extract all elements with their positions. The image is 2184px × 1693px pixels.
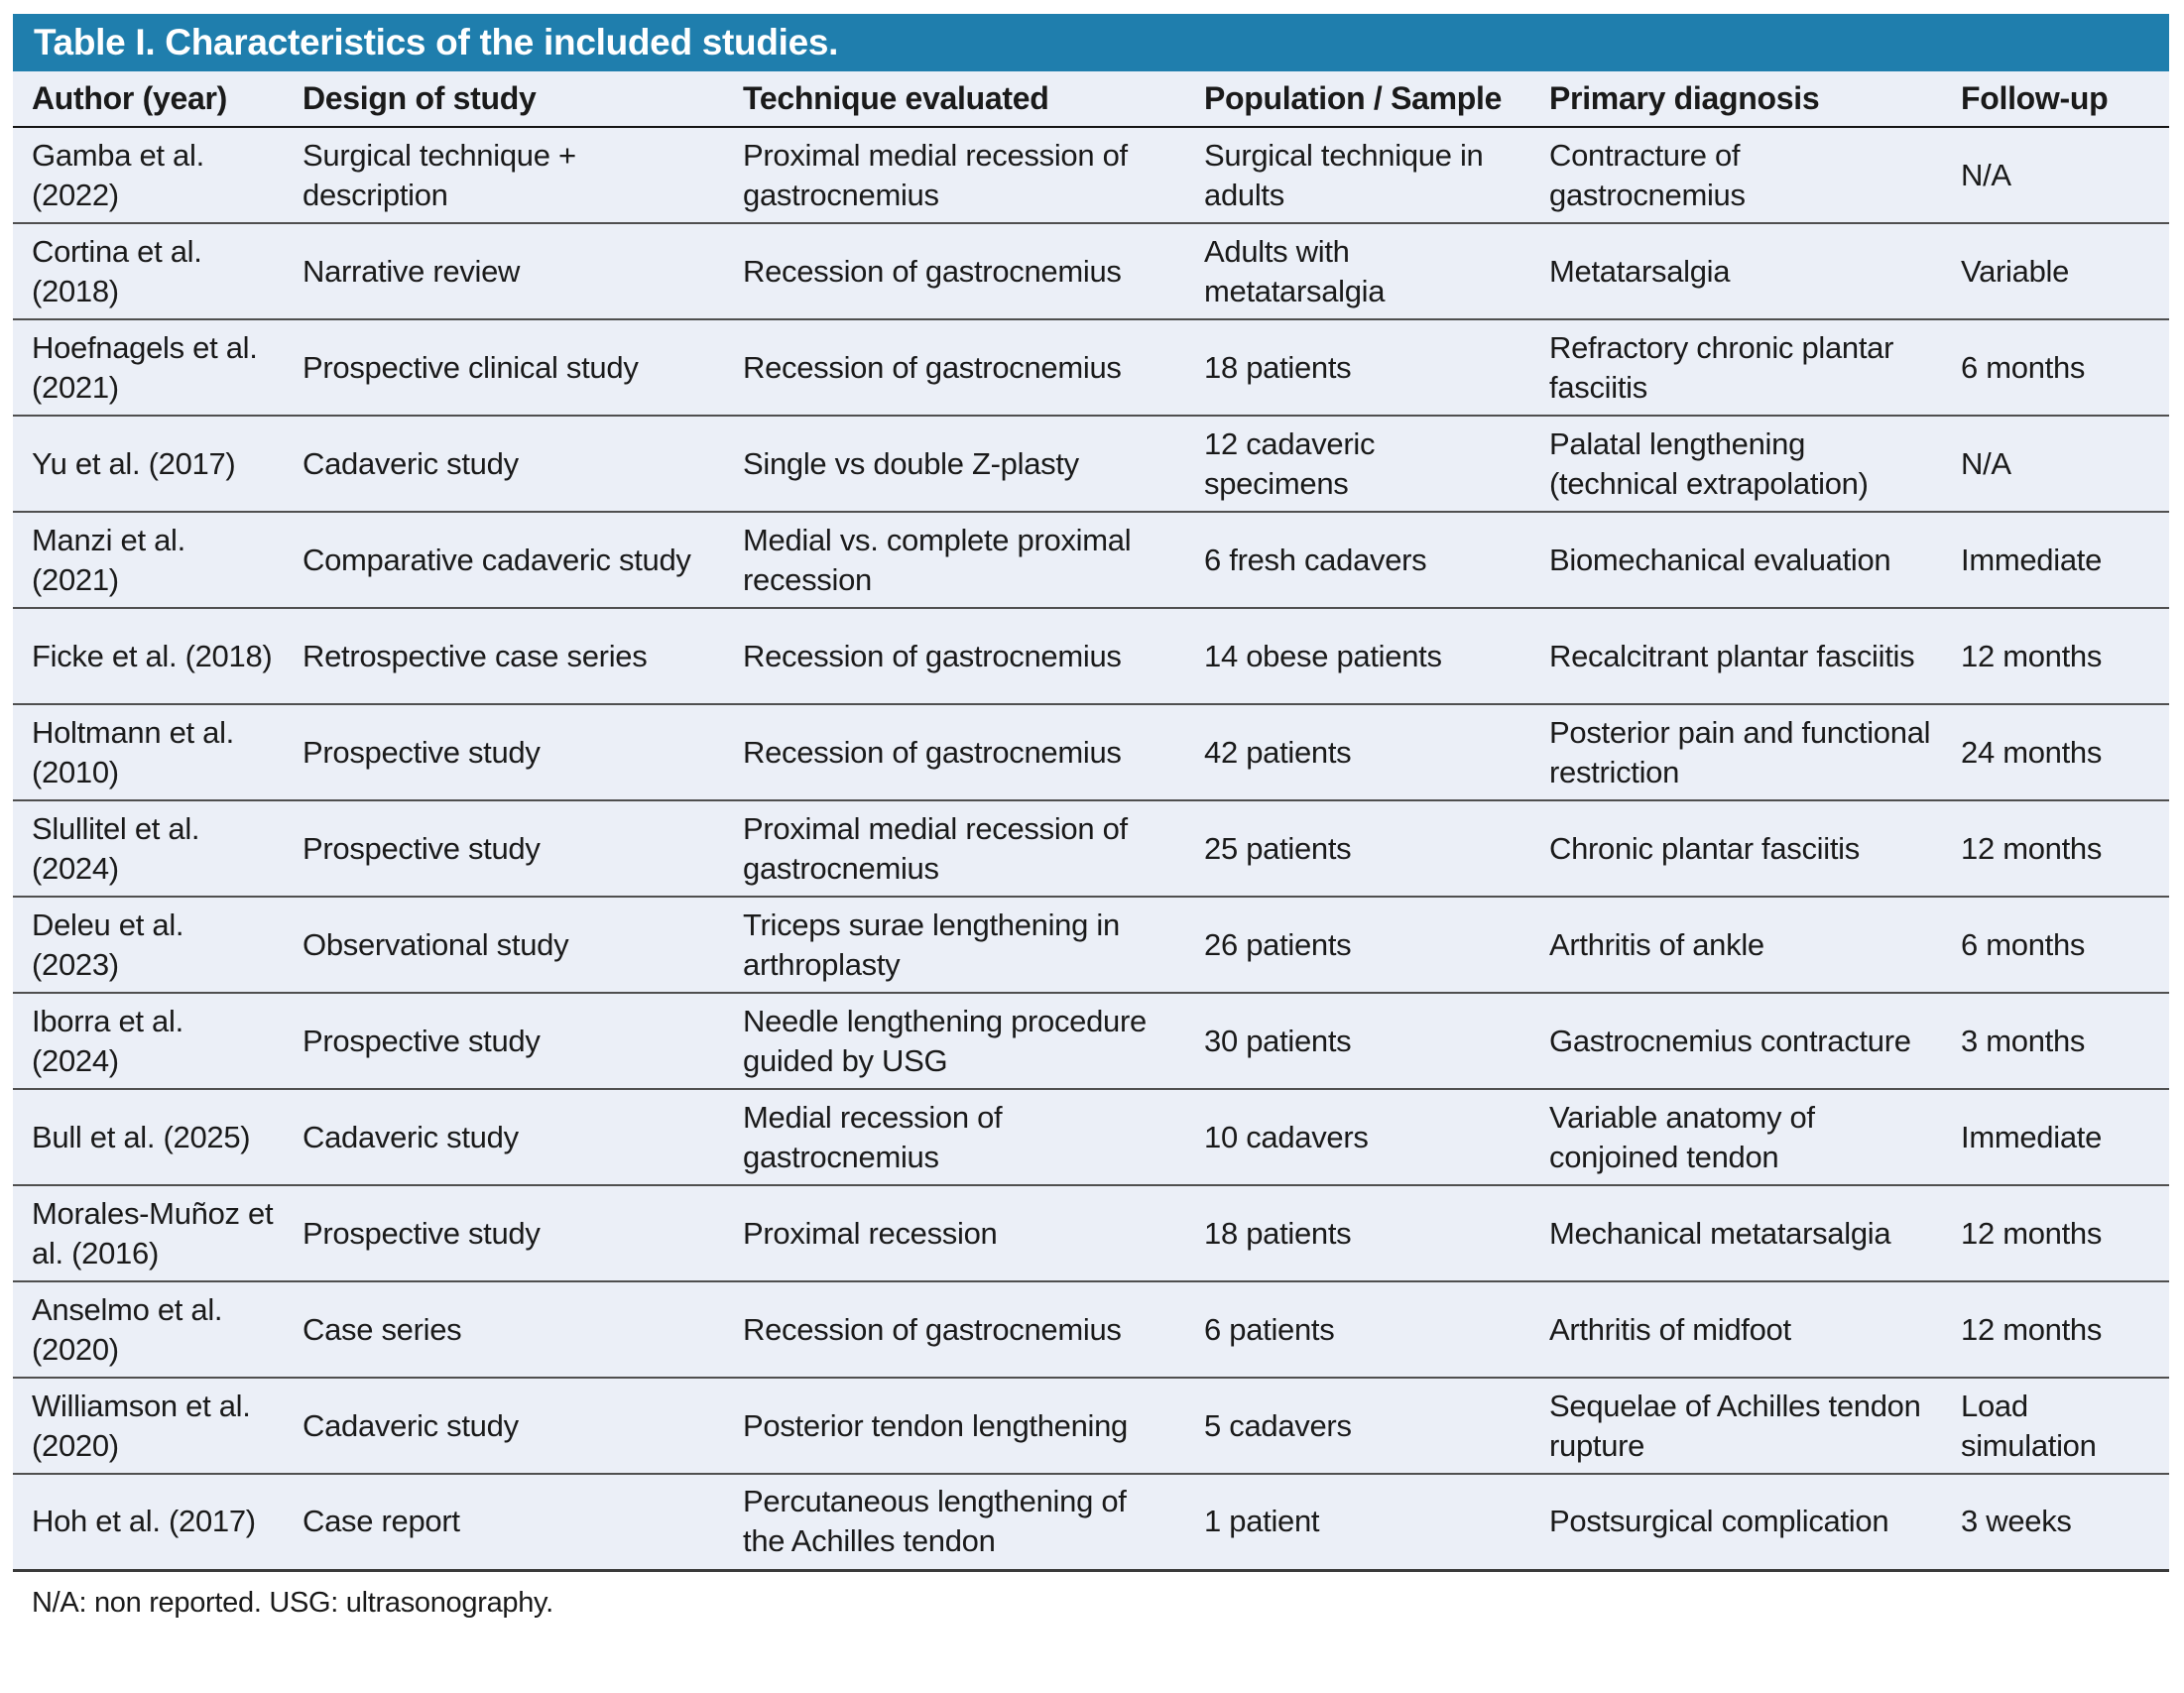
cell-population-sample: Adults with metatarsalgia	[1185, 223, 1530, 319]
cell-follow-up: Load simulation	[1942, 1378, 2169, 1474]
cell-technique-evaluated: Single vs double Z-plasty	[724, 416, 1185, 512]
cell-population-sample: Surgical technique in adults	[1204, 137, 1484, 212]
cell-primary-diagnosis: Mechanical metatarsalgia	[1530, 1185, 1942, 1281]
column-header-primary-diagnosis: Primary diagnosis	[1530, 71, 1942, 127]
cell-technique-evaluated: Recession of gastrocnemius	[724, 319, 1185, 416]
cell-primary-diagnosis: Arthritis of ankle	[1530, 897, 1942, 993]
cell-technique-evaluated: Recession of gastrocnemius	[724, 223, 1185, 319]
cell-population-sample: 26 patients	[1185, 897, 1530, 993]
cell-follow-up: 12 months	[1942, 1185, 2169, 1281]
cell-population-sample: 10 cadavers	[1185, 1089, 1530, 1185]
cell-population-sample: 1 patient	[1185, 1474, 1530, 1570]
cell-technique-evaluated: Recession of gastrocnemius	[724, 1281, 1185, 1378]
studies-table	[13, 71, 2169, 1572]
cell-design-of-study: Case series	[284, 1281, 724, 1378]
column-header-design-of-study: Design of study	[284, 71, 724, 127]
cell-follow-up: 3 weeks	[1942, 1474, 2169, 1570]
cell-primary-diagnosis: Refractory chronic plantar fasciitis	[1530, 319, 1942, 416]
column-header-population-sample: Population / Sample	[1185, 71, 1530, 127]
cell-follow-up: Immediate	[1942, 512, 2169, 608]
table-row	[13, 127, 2169, 223]
cell-follow-up: 6 months	[1942, 897, 2169, 993]
cell-population-sample: 42 patients	[1185, 704, 1530, 800]
cell-author-year: Holtmann et al. (2010)	[13, 704, 284, 800]
cell-design-of-study: Cadaveric study	[284, 1378, 724, 1474]
column-header-technique-evaluated: Technique evaluated	[724, 71, 1185, 127]
cell-design-of-study: Prospective study	[284, 1185, 724, 1281]
table-row	[13, 1474, 2169, 1570]
cell-technique-evaluated: Triceps surae lengthening in arthroplasty	[724, 897, 1185, 993]
cell-author-year: Yu et al. (2017)	[13, 416, 284, 512]
cell-primary-diagnosis: Palatal lengthening (technical extrapolation)	[1530, 416, 1942, 512]
cell-population-sample: 12 cadaveric specimens	[1185, 416, 1530, 512]
table-body	[13, 127, 2169, 1570]
cell-population-sample: 6 patients	[1185, 1281, 1530, 1378]
cell-author-year: Morales-Muñoz et al. (2016)	[13, 1185, 284, 1281]
cell-primary-diagnosis: Variable anatomy of conjoined tendon	[1530, 1089, 1942, 1185]
cell-technique-evaluated: Proximal medial recession of gastrocnemius	[724, 800, 1185, 897]
table-title: Table I. Characteristics of the included studies.	[34, 22, 839, 62]
cell-population-sample: 25 patients	[1185, 800, 1530, 897]
cell-design-of-study: Prospective clinical study	[284, 319, 724, 416]
cell-primary-diagnosis: Recalcitrant plantar fasciitis	[1530, 608, 1942, 704]
cell-follow-up: Immediate	[1942, 1089, 2169, 1185]
cell-author-year: Anselmo et al. (2020)	[13, 1281, 284, 1378]
cell-follow-up: 12 months	[1942, 1281, 2169, 1378]
cell-design-of-study: Prospective study	[284, 800, 724, 897]
cell-author-year: Cortina et al. (2018)	[13, 223, 284, 319]
table-row	[13, 512, 2169, 608]
cell-technique-evaluated: Recession of gastrocnemius	[724, 704, 1185, 800]
cell-technique-evaluated: Needle lengthening procedure guided by USG	[724, 993, 1185, 1089]
cell-population-sample: 18 patients	[1185, 1185, 1530, 1281]
cell-author-year: Iborra et al. (2024)	[13, 993, 284, 1089]
table-row	[13, 897, 2169, 993]
cell-population-sample: 30 patients	[1185, 993, 1530, 1089]
cell-primary-diagnosis: Biomechanical evaluation	[1530, 512, 1942, 608]
cell-technique-evaluated: Proximal recession	[724, 1185, 1185, 1281]
cell-author-year: Gamba et al. (2022)	[32, 137, 204, 212]
cell-design-of-study: Cadaveric study	[284, 1089, 724, 1185]
cell-author-year: Slullitel et al. (2024)	[13, 800, 284, 897]
table-row	[13, 993, 2169, 1089]
table-row	[13, 1281, 2169, 1378]
column-header-author-year: Author (year)	[13, 71, 284, 127]
table-row	[13, 1089, 2169, 1185]
cell-design-of-study: Prospective study	[284, 993, 724, 1089]
cell-follow-up: 3 months	[1942, 993, 2169, 1089]
cell-follow-up: 12 months	[1942, 800, 2169, 897]
table-row	[13, 704, 2169, 800]
cell-follow-up: Variable	[1942, 223, 2169, 319]
cell-technique-evaluated: Proximal medial recession of gastrocnemius	[743, 137, 1128, 212]
cell-author-year: Bull et al. (2025)	[13, 1089, 284, 1185]
cell-design-of-study: Comparative cadaveric study	[284, 512, 724, 608]
cell-author-year: Ficke et al. (2018)	[13, 608, 284, 704]
cell-technique-evaluated: Percutaneous lengthening of the Achilles tendon	[724, 1474, 1185, 1570]
cell-technique-evaluated: Posterior tendon lengthening	[724, 1378, 1185, 1474]
cell-design-of-study: Surgical technique + description	[303, 137, 576, 212]
cell-author-year: Deleu et al. (2023)	[13, 897, 284, 993]
table-footnote: N/A: non reported. USG: ultrasonography.	[32, 1586, 553, 1619]
cell-author-year: Williamson et al. (2020)	[13, 1378, 284, 1474]
cell-author-year: Hoh et al. (2017)	[13, 1474, 284, 1570]
table-row	[13, 800, 2169, 897]
cell-primary-diagnosis: Posterior pain and functional restriction	[1530, 704, 1942, 800]
cell-design-of-study: Narrative review	[284, 223, 724, 319]
cell-primary-diagnosis: Metatarsalgia	[1530, 223, 1942, 319]
cell-population-sample: 14 obese patients	[1185, 608, 1530, 704]
table-row	[13, 608, 2169, 704]
cell-technique-evaluated: Recession of gastrocnemius	[724, 608, 1185, 704]
cell-follow-up: 6 months	[1942, 319, 2169, 416]
table-row	[13, 223, 2169, 319]
cell-primary-diagnosis: Sequelae of Achilles tendon rupture	[1530, 1378, 1942, 1474]
cell-design-of-study: Cadaveric study	[284, 416, 724, 512]
cell-follow-up: N/A	[1961, 157, 2011, 192]
cell-design-of-study: Case report	[284, 1474, 724, 1570]
table-header-row	[13, 71, 2169, 127]
cell-primary-diagnosis: Arthritis of midfoot	[1530, 1281, 1942, 1378]
cell-primary-diagnosis: Contracture of gastrocnemius	[1549, 137, 1746, 212]
cell-design-of-study: Retrospective case series	[284, 608, 724, 704]
table-title-bar	[13, 14, 2169, 71]
column-header-follow-up: Follow-up	[1942, 71, 2169, 127]
cell-primary-diagnosis: Postsurgical complication	[1530, 1474, 1942, 1570]
cell-primary-diagnosis: Chronic plantar fasciitis	[1530, 800, 1942, 897]
table-row	[13, 1185, 2169, 1281]
cell-technique-evaluated: Medial recession of gastrocnemius	[724, 1089, 1185, 1185]
cell-design-of-study: Observational study	[284, 897, 724, 993]
cell-follow-up: 12 months	[1942, 608, 2169, 704]
cell-technique-evaluated: Medial vs. complete proximal recession	[724, 512, 1185, 608]
cell-primary-diagnosis: Gastrocnemius contracture	[1530, 993, 1942, 1089]
cell-author-year: Hoefnagels et al. (2021)	[13, 319, 284, 416]
cell-follow-up: 24 months	[1942, 704, 2169, 800]
table-row	[13, 416, 2169, 512]
cell-author-year: Manzi et al. (2021)	[13, 512, 284, 608]
table-row	[13, 1378, 2169, 1474]
cell-design-of-study: Prospective study	[284, 704, 724, 800]
cell-population-sample: 18 patients	[1185, 319, 1530, 416]
cell-population-sample: 5 cadavers	[1185, 1378, 1530, 1474]
cell-follow-up: N/A	[1942, 416, 2169, 512]
table-row	[13, 319, 2169, 416]
cell-population-sample: 6 fresh cadavers	[1185, 512, 1530, 608]
